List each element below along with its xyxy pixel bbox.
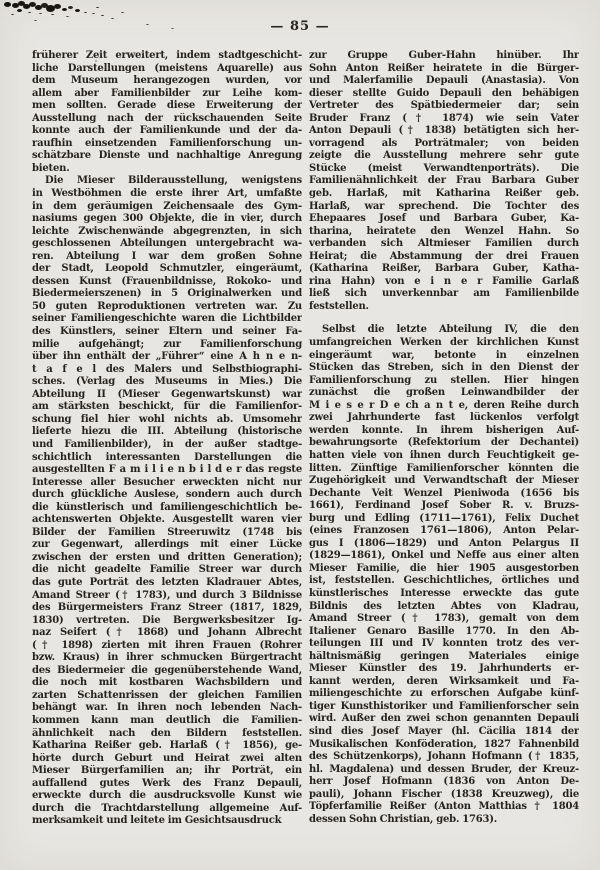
text-line: der Stadt, Leopold Schmutzler, eingeräumt, (32, 263, 302, 275)
text-line: nasiums gegen 300 Objekte, die in vier, durch (32, 213, 302, 225)
text-line: burg und Edling (1711—1761), Felix Duchet (309, 512, 579, 524)
text-line: des Biedermeier die gegenüberstehende Wand, (32, 664, 302, 676)
text-line: Biedermeierszenen) in 5 Originalwerken und (32, 288, 302, 300)
text-line: zunächst die großen Leinwandbilder der (309, 387, 579, 399)
text-line: am stärksten beschickt, für die Familienfor- (32, 401, 302, 413)
text-line: und Malerfamilie Depauli (Anastasia). Von (309, 75, 579, 87)
text-line: zwischen der ersten und dritten Generation); (32, 551, 302, 563)
text-line: Sohn Anton Reißer heiratete in die Bürger- (309, 62, 579, 74)
text-line: hl. Magdalena) und dessen Bruder, der Kreuz- (309, 763, 579, 775)
text-line: Harlaß, war sprechend. Die Tochter des (309, 200, 579, 212)
text-line: umfangreichen Werken der kirchlichen Kunst (309, 337, 579, 349)
text-line: (eines Franzosen 1761—1806), Anton Pelar- (309, 525, 579, 537)
text-line: Familienähnlichkeit der Frau Barbara Guber (309, 175, 579, 187)
text-line: konnte auch der Familienkunde und der da- (32, 125, 302, 137)
text-line: miliengeschichte zu erforschen Aufgabe künf- (309, 688, 579, 700)
text-line: hältnismäßig geringen Materiales einige (309, 650, 579, 662)
text-line: schung fiel hier wohl nichts ab. Umsomehr (32, 413, 302, 425)
text-line: naz Seifert († 1868) und Johann Albrecht (32, 627, 302, 639)
text-line: schichtlich interessanten Darstellungen die (32, 451, 302, 463)
text-line: litten. Zünftige Familienforscher könnten die (309, 462, 579, 474)
paragraph (309, 324, 579, 826)
text-line: achtenswerten Objekte. Ausgestellt waren vier (32, 514, 302, 526)
text-line: die nicht geadelte Familie Streer war durch (32, 564, 302, 576)
text-line: raufhin einsetzenden Familienforschung un- (32, 137, 302, 149)
text-line: erweckte durch die ausdrucksvolle Kunst wie (32, 790, 302, 802)
text-line: ausgestellten F a m i l i e n b i l d e r das regste (32, 464, 302, 476)
text-line: dieser stellte Guido Depauli den behäbigen (309, 87, 579, 99)
text-line: durch die Trachtdarstellung allgemeine Auf- (32, 802, 302, 814)
text-line: Bilder der Familien Streeruwitz (1748 bis (32, 526, 302, 538)
text-line: sind dies Josef Mayer (hl. Cäcilia 1814 der (309, 725, 579, 737)
paragraph (309, 50, 579, 313)
right-column (309, 50, 579, 828)
text-line: bewahrungsorte (Refektorium der Dechantei) (309, 437, 579, 449)
text-line: Musikalischen Konföderation, 1827 Fahnenbild (309, 738, 579, 750)
text-line: tharina, heiratete den Wenzel Hahn. So (309, 225, 579, 237)
paragraph (32, 50, 302, 175)
text-line: Bildnis des letzten Abtes von Kladrau, (309, 600, 579, 612)
text-line: teilungen III und IV konnten trotz des ver- (309, 638, 579, 650)
text-line: Dechante Veit Wenzel Pieniwoda (1656 bis (309, 487, 579, 499)
text-line: wird. Außer den zwei schon genannten Depauli (309, 713, 579, 725)
text-line: lieferte hiezu die III. Abteilung (historische (32, 426, 302, 438)
text-columns (0, 34, 600, 828)
text-line: merksamkeit und leitete im Gesichtsausdruck (32, 815, 282, 827)
text-line: verbanden sich Altmieser Familien durch (309, 238, 579, 250)
text-line: Mieser Familie, die hier 1905 ausgestorben (309, 562, 579, 574)
text-line: des Schützenkorps), Johann Hofmann († 1835, (309, 751, 579, 763)
text-line: Familienforschung zu stellen. Hier hingen (309, 374, 579, 386)
text-line: ließ sich unverkennbar am Familienbilde (309, 288, 579, 300)
text-line: dessen Kunst (Frauenbildnisse, Rokoko- und (32, 275, 302, 287)
text-line: pauli), Johann Fischer (1838 Kreuzweg), die (309, 788, 579, 800)
text-line: Mieser Bürgerfamilien an; ihr Porträt, ein (32, 765, 302, 777)
text-line: 1661), Ferdinand Josef Sober R. v. Bruzs- (309, 500, 579, 512)
text-line: Bruder Franz († 1874) wie sein Vater (309, 112, 579, 124)
text-line: hörte durch Geburt und Heirat zwei alten (32, 752, 302, 764)
page-number: — 85 — (270, 19, 330, 34)
text-line: auffallend gutes Werk des Franz Depauli, (32, 777, 302, 789)
text-line: dem Museum herangezogen wurden, vor (32, 75, 302, 87)
text-line: Die Mieser Bilderausstellung, wenigstens (45, 175, 302, 187)
text-line: liche Darstellungen (meistens Aquarelle) aus (32, 62, 302, 74)
text-line: rina Hahn) von e i n e r Familie Garlaß (309, 275, 579, 287)
text-line: sches. (Verlag des Museums in Mies.) Die (32, 376, 302, 388)
text-line: die künstlerisch und familiengeschichtlich be- (32, 501, 302, 513)
text-line: Abteilung II (Mieser Gegenwartskunst) war (32, 388, 302, 400)
text-line: men sollten. Gerade diese Erweiterung der (32, 100, 302, 112)
text-line: t a f e l des Malers und Selbstbiographi- (32, 363, 302, 375)
text-line: behängt war. In ihren noch lebenden Nach- (32, 702, 302, 714)
text-line: Mieser Künstler des 19. Jahrhunderts er- (309, 663, 579, 675)
text-line: Interesse aller Besucher erweckten nicht nur (32, 476, 302, 488)
text-line: schätzbare Dienste und nachhaltige Anregung (32, 150, 302, 162)
text-line: Töpferfamilie Reißer (Anton Matthias † 1804 (309, 801, 579, 813)
text-line: ren. Abteilung I war dem großen Sohne (32, 250, 302, 262)
text-line: des Bürgermeisters Franz Streer (1817, 1829, (32, 602, 302, 614)
text-line: Anton Depauli († 1838) betätigten sich her- (309, 125, 579, 137)
text-line: bieten. (32, 162, 70, 174)
paper-specks (0, 0, 2, 2)
text-line: kommen kann man deutlich die Familien- (32, 714, 302, 726)
text-line: zur Gegenwart, allerdings mit einer Lücke (32, 539, 302, 551)
text-line: milie aufgehängt; zur Familienforschung (32, 338, 302, 350)
text-line: ist, feststellen. Geschichtliches, örtliches und (309, 575, 579, 587)
text-line: († 1898) zierten mit ihren Frauen (Rohrer (32, 639, 302, 651)
text-line: vorragend als Porträtmaler; von beiden (309, 137, 579, 149)
text-line: tiger Kunsthistoriker und Familienforscher sein (309, 700, 579, 712)
text-line: Zugehörigkeit und Verwandtschaft der Mieser (309, 475, 579, 487)
text-line: Ausstellung nach der rückschauenden Seite (32, 112, 302, 124)
text-line: Italiener Genaro Basille 1770. In den Ab- (309, 625, 579, 637)
text-line: Ehepaares Josef und Barbara Guber, Ka- (309, 213, 579, 225)
text-line: 1830) vertreten. Die Bergwerksbesitzer Ig- (32, 614, 302, 626)
text-line: ähnlichkeit nach den Bildern feststellen. (32, 727, 302, 739)
text-line: durch glückliche Auslese, sondern auch durch (32, 489, 302, 501)
text-line: zarten Schattenrissen der gleichen Familien (32, 689, 302, 701)
text-line: zeigte die Ausstellung mehrere sehr gute (309, 150, 579, 162)
ink-smudge (4, 2, 11, 7)
text-line: Amand Streer († 1783), gemalt von dem (309, 613, 579, 625)
text-line: leichte Zwischenwände abgegrenzten, in sich (32, 225, 302, 237)
text-line: feststellen. (309, 300, 369, 312)
text-line: über ihn enthält der „Führer“ eine A h n e n- (32, 351, 302, 363)
text-line: eingeräumt war, betonte in einzelnen (309, 349, 579, 361)
text-line: geb. Harlaß, mit Katharina Reißer geb. (309, 188, 579, 200)
text-line: zur Gruppe Guber-Hahn hinüber. Ihr (309, 50, 579, 61)
text-line: hatten viele von ihnen durch Feuchtigkeit ge- (309, 449, 579, 461)
text-line: geschlossenen Abteilungen untergebracht wa- (32, 238, 302, 250)
text-line: Stücke (meist Verwandtenporträts). Die (309, 162, 579, 174)
text-line: (1829—1861), Onkel und Neffe aus einer alten (309, 550, 579, 562)
text-line: in Westböhmen die erste ihrer Art, umfaßte (32, 188, 302, 200)
text-line: kannt werden, deren Wirksamkeit und Fa- (309, 675, 579, 687)
paragraph (32, 175, 302, 827)
text-line: gus I (1806—1829) und Anton Pelargus II (309, 537, 579, 549)
text-line: das gute Porträt des letzten Kladrauer Abtes, (32, 576, 302, 588)
text-line: herr Josef Hofmann (1836 von Anton De- (309, 776, 579, 788)
text-line: bzw. Kraus) in ihrer schmucken Bürgertracht (32, 652, 302, 664)
left-column (32, 50, 302, 828)
text-line: in dem geräumigen Zeichensaale des Gym- (32, 200, 302, 212)
text-line: Selbst die letzte Abteilung IV, die den (322, 324, 579, 336)
text-line: Amand Streer († 1783), und durch 3 Bildnisse (32, 589, 302, 601)
text-line: künstlerisches Interesse erweckte das gute (309, 587, 579, 599)
text-line: (Katharina Reißer, Barbara Guber, Katha- (309, 263, 579, 275)
text-line: Stücken das Streben, sich in den Dienst der (309, 362, 579, 374)
text-line: dessen Sohn Christian, geb. 1763). (309, 813, 498, 825)
text-line: früherer Zeit erweitert, indem stadtgeschicht- (32, 50, 302, 61)
text-line: zwei Jahrhunderte fast lückenlos verfolgt (309, 412, 579, 424)
text-line: werden konnte. In ihrem bisherigen Auf- (309, 424, 579, 436)
text-line: 50 guten Reproduktionen vertreten war. Zu (32, 300, 302, 312)
text-line: Vertreter des Spätbiedermeier dar; sein (309, 100, 579, 112)
text-line: des Künstlers, seiner Eltern und seiner Fa- (32, 326, 302, 338)
text-line: allem aber Familienbilder zur Leihe kom- (32, 87, 302, 99)
text-line: M i e s e r D e ch a n t e, deren Reihe durch (309, 399, 579, 411)
text-line: Katharina Reißer geb. Harlaß († 1856), ge- (32, 740, 302, 752)
text-line: Heirat; die Abstammung der drei Frauen (309, 250, 579, 262)
text-line: und Familienbilder), in der außer stadtge- (32, 438, 302, 450)
text-line: seiner Familiengeschichte waren die Lichtbilder (32, 313, 302, 325)
text-line: die noch mit kostbaren Wachsbildern und (32, 677, 302, 689)
